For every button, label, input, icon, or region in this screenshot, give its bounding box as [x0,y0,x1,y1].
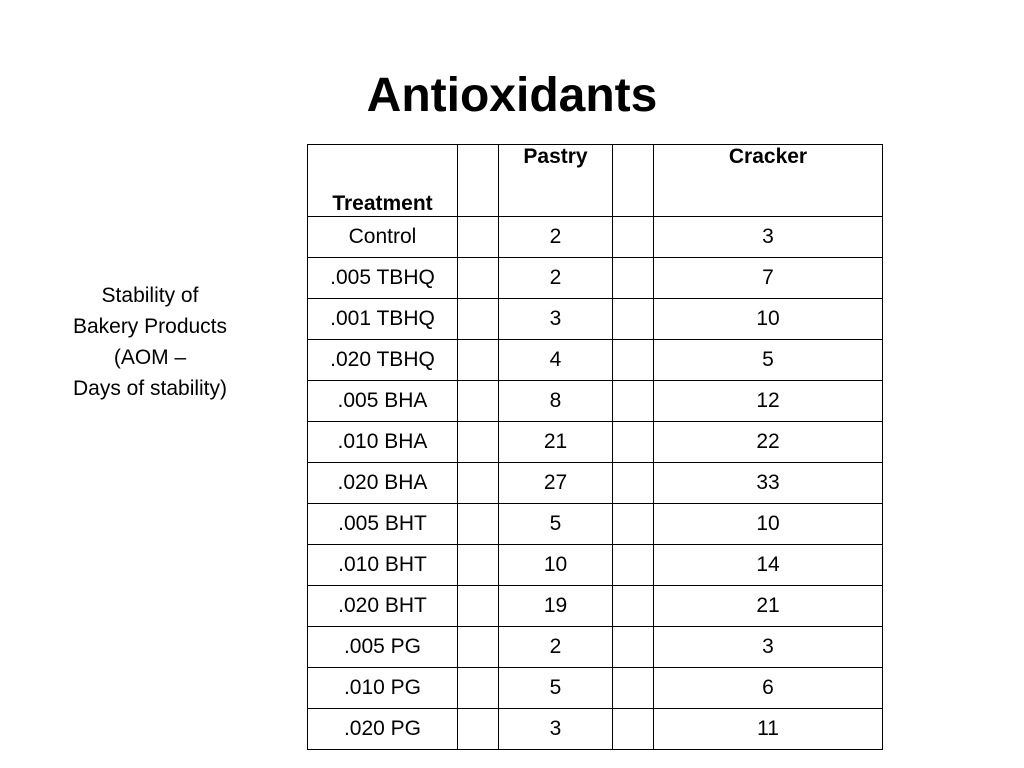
caption-line: Stability of [101,284,199,307]
cell-cracker: 7 [654,258,883,299]
cell-treatment: .005 TBHQ [308,258,458,299]
cell-cracker: 10 [654,504,883,545]
cell-cracker: 5 [654,340,883,381]
cell-cracker: 14 [654,545,883,586]
table-row [308,422,883,463]
table-row [308,463,883,504]
table-row [308,299,883,340]
header-spacer [613,145,654,217]
cell-pastry: 19 [499,586,613,627]
cell-pastry: 3 [499,709,613,750]
stability-table [307,144,883,750]
table-body [308,217,883,750]
cell-treatment: Control [308,217,458,258]
cell-spacer [458,340,499,381]
cell-cracker: 3 [654,627,883,668]
cell-spacer [613,258,654,299]
cell-treatment: .010 PG [308,668,458,709]
header-cracker: Cracker [654,145,883,217]
cell-pastry: 4 [499,340,613,381]
cell-spacer [458,709,499,750]
cell-treatment: .005 PG [308,627,458,668]
cell-spacer [613,381,654,422]
cell-cracker: 3 [654,217,883,258]
cell-spacer [458,668,499,709]
cell-pastry: 5 [499,504,613,545]
cell-pastry: 3 [499,299,613,340]
cell-pastry: 10 [499,545,613,586]
cell-pastry: 8 [499,381,613,422]
cell-pastry: 27 [499,463,613,504]
table-row [308,340,883,381]
table-row [308,709,883,750]
cell-spacer [458,381,499,422]
table-row [308,504,883,545]
cell-spacer [458,586,499,627]
cell-treatment: .005 BHT [308,504,458,545]
side-caption [40,280,260,404]
header-pastry: Pastry [499,145,613,217]
header-treatment: Treatment [308,145,458,217]
cell-spacer [458,299,499,340]
header-spacer [458,145,499,217]
cell-cracker: 6 [654,668,883,709]
table-row [308,586,883,627]
cell-spacer [613,545,654,586]
cell-pastry: 2 [499,258,613,299]
page-title: Antioxidants [366,69,658,122]
cell-spacer [613,709,654,750]
cell-pastry: 5 [499,668,613,709]
cell-cracker: 10 [654,299,883,340]
cell-treatment: .020 TBHQ [308,340,458,381]
caption-line: Bakery Products [72,315,228,338]
cell-pastry: 21 [499,422,613,463]
cell-spacer [613,463,654,504]
cell-spacer [613,299,654,340]
caption-line: Days of stability) [72,377,228,400]
cell-spacer [613,217,654,258]
cell-spacer [458,258,499,299]
cell-spacer [458,463,499,504]
cell-cracker: 22 [654,422,883,463]
cell-spacer [613,422,654,463]
table-header-row [308,145,883,217]
caption-line: (AOM – [113,346,187,369]
cell-spacer [458,504,499,545]
table-row [308,381,883,422]
table-row [308,217,883,258]
cell-spacer [458,422,499,463]
table-row [308,668,883,709]
cell-spacer [613,504,654,545]
cell-treatment: .010 BHT [308,545,458,586]
cell-cracker: 21 [654,586,883,627]
cell-cracker: 11 [654,709,883,750]
cell-spacer [613,627,654,668]
cell-spacer [458,627,499,668]
cell-spacer [613,586,654,627]
table-row [308,627,883,668]
cell-pastry: 2 [499,627,613,668]
cell-treatment: .005 BHA [308,381,458,422]
cell-spacer [458,217,499,258]
table-row [308,545,883,586]
cell-pastry: 2 [499,217,613,258]
cell-treatment: .010 BHA [308,422,458,463]
table-row [308,258,883,299]
cell-spacer [613,668,654,709]
cell-cracker: 12 [654,381,883,422]
cell-treatment: .020 PG [308,709,458,750]
cell-treatment: .020 BHA [308,463,458,504]
cell-treatment: .001 TBHQ [308,299,458,340]
cell-spacer [458,545,499,586]
cell-treatment: .020 BHT [308,586,458,627]
cell-cracker: 33 [654,463,883,504]
cell-spacer [613,340,654,381]
